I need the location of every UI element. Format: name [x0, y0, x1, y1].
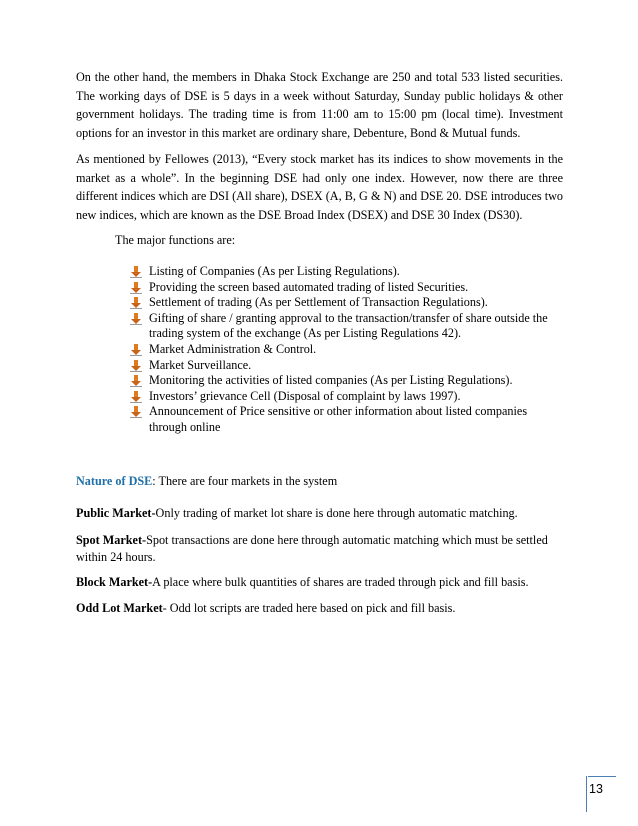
list-item: [128, 373, 568, 389]
market-description: - Odd lot scripts are traded here based on pick and fill basis.: [162, 601, 456, 615]
list-item-text: Gifting of share / granting approval to the transaction/transfer of share outside the trading system of the exchange (As per Listing Regulations 42).: [149, 310, 548, 341]
arrow-down-bullet-icon: [130, 375, 142, 387]
arrow-down-bullet-icon: [130, 297, 142, 309]
list-item-text: Market Surveillance.: [149, 357, 252, 372]
arrow-down-bullet-icon: [130, 282, 142, 294]
arrow-down-bullet-icon: [130, 344, 142, 356]
market-public: [76, 505, 563, 522]
market-block: [76, 574, 563, 591]
arrow-down-bullet-icon: [130, 360, 142, 372]
arrow-down-bullet-icon: [130, 266, 142, 278]
list-item: [128, 295, 568, 311]
market-term: Block Market-: [76, 575, 153, 589]
list-item: [128, 404, 568, 435]
market-term: Odd Lot Market: [76, 601, 163, 615]
nature-of-dse-text: : There are four markets in the system: [152, 474, 338, 488]
functions-intro: The major functions are:: [115, 233, 236, 247]
market-term: Spot Market-: [76, 533, 147, 547]
market-term: Public Market-: [76, 506, 156, 520]
paragraph-dse-members: On the other hand, the members in Dhaka Stock Exchange are 250 and total 533 listed securities. The working days of DSE is 5 days in a week without Saturday, Sunday public holidays & other government holidays. The trading time is from 11:00 am to 15:00 pm (local time). Investment options for an investor in this market are ordinary share, Debenture, Bond & Mutual funds.: [76, 70, 563, 140]
page-number-divider: [586, 776, 587, 812]
list-item: [128, 264, 568, 280]
list-item: [128, 358, 568, 374]
list-item-text: Listing of Companies (As per Listing Regulations).: [149, 264, 400, 278]
list-item-text: Providing the screen based automated trading of listed Securities.: [149, 279, 469, 294]
market-description: A place where bulk quantities of shares are traded through pick and fill basis.: [152, 575, 529, 589]
market-description: Spot transactions are done here through automatic matching which must be settled within 24 hours.: [76, 533, 548, 564]
nature-of-dse: [76, 474, 337, 489]
nature-of-dse-heading: Nature of DSE: [76, 474, 153, 488]
market-odd-lot: [76, 600, 563, 617]
page-number-rule: [588, 776, 616, 777]
market-spot: [76, 532, 563, 565]
list-item-text: Monitoring the activities of listed companies (As per Listing Regulations).: [149, 373, 513, 388]
list-item: [128, 342, 568, 358]
list-item-text: Settlement of trading (As per Settlement of Transaction Regulations).: [149, 295, 488, 310]
arrow-down-bullet-icon: [130, 406, 142, 418]
arrow-down-bullet-icon: [130, 313, 142, 325]
list-item-text: Investors’ grievance Cell (Disposal of complaint by laws 1997).: [149, 388, 461, 403]
page-number: 13: [589, 782, 603, 796]
market-description: Only trading of market lot share is done here through automatic matching.: [155, 506, 518, 520]
list-item: [128, 311, 568, 342]
arrow-down-bullet-icon: [130, 391, 142, 403]
list-item: [128, 280, 568, 296]
functions-list: [128, 264, 568, 436]
list-item: [128, 389, 568, 405]
list-item-text: Market Administration & Control.: [149, 341, 317, 356]
list-item-text: Announcement of Price sensitive or other information about listed companies through online: [149, 404, 528, 434]
paragraph-dse-indices: As mentioned by Fellowes (2013), “Every stock market has its indices to show movements in the market as a whole”. In the beginning DSE had only one index. However, now there are three different indices which are DSI (All share), DSEX (A, B, G & N) and DSE 20. DSE introduces two new indices, which are known as the DSE Broad Index (DSEX) and DSE 30 Index (DS30).: [76, 152, 563, 222]
